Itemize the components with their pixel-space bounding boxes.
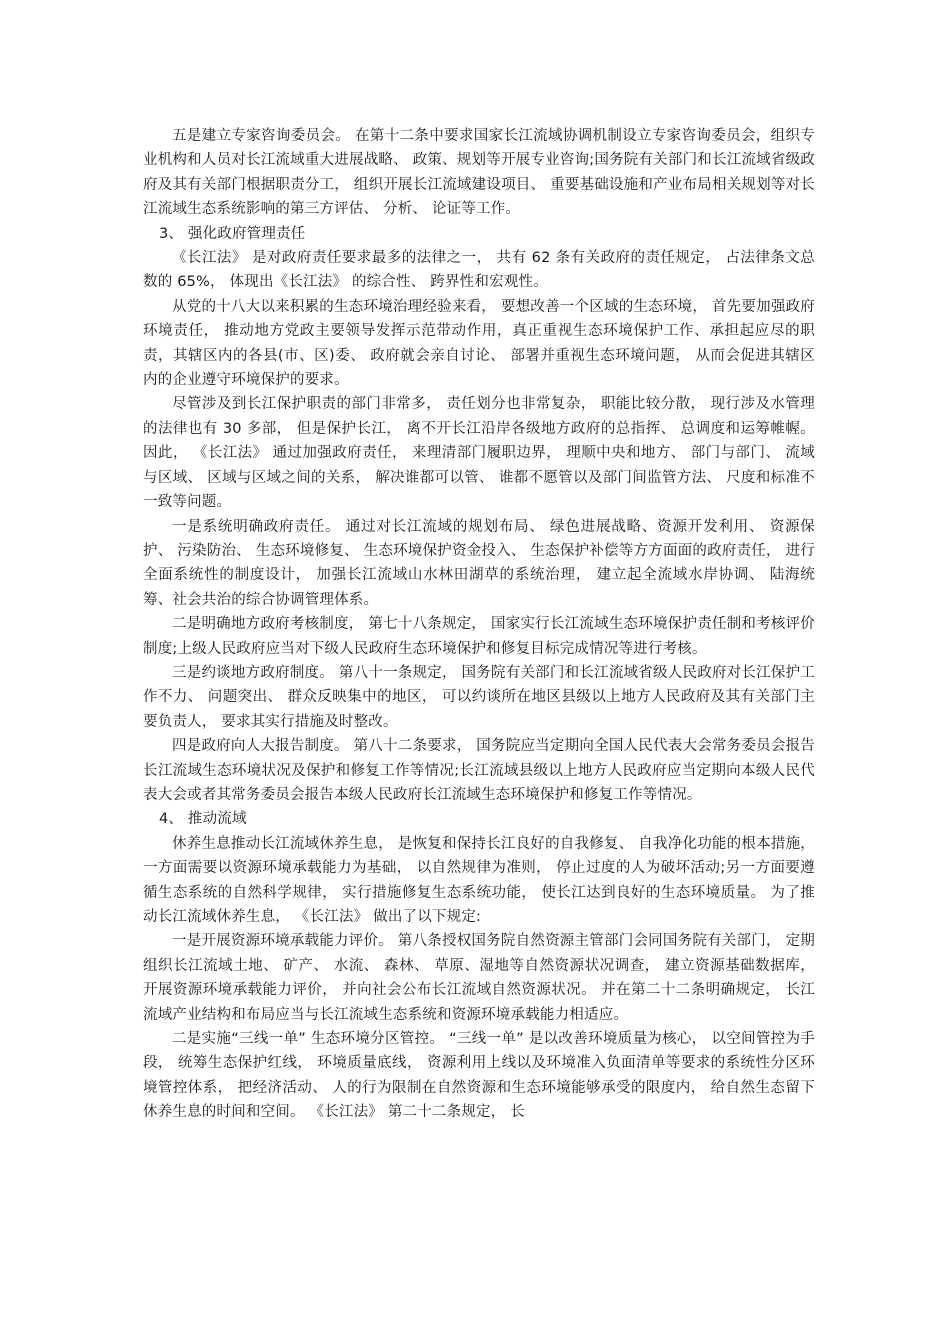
paragraph-capacity-evaluation: 一是开展资源环境承载能力评价。 第八条授权国务院自然资源主管部门会同国务院有关部门， 定期组织长江流域土地、 矿产、 水流、 森林、 草原、湿地等自然资源状况调查， 建立资源基础数据库， 开展资源环境承载能力评价， 并向社会公布长江流域自然资源状况。 并在第二十二条明确规定， 长江流域产业结构和布局应当与长江流域生态系统和资源环境承载能力相适应。: [143, 933, 815, 1023]
paragraph-system-responsibility: 一是系统明确政府责任。 通过对长江流域的规划布局、 绿色进展战略、资源开发利用、 资源保护、 污染防治、 生态环境修复、 生态环境保护资金投入、 生态保护补偿等方方面面的政府责任， 进行全面系统性的制度设计， 加强长江流域山水林田湖草的系统治理， 建立起全流域水岸协调、 陆海统筹、社会共治的综合协调管理体系。: [143, 518, 815, 608]
section-heading-3: 3、 强化政府管理责任: [158, 225, 306, 242]
paragraph-assessment-system: 二是明确地方政府考核制度， 第七十八条规定， 国家实行长江流域生态环境保护责任制和考核评价制度;上级人民政府应当对下级人民政府生态环境保护和修复目标完成情况等进行考核。: [143, 616, 815, 657]
paragraph-department-duties: 尽管涉及到长江保护职责的部门非常多， 责任划分也非常复杂， 职能比较分散， 现行涉及水管理的法律也有 30 多部， 但是保护长江， 离不开长江沿岸各级地方政府的总指挥、 总调度和运筹帷幄。 因此， 《长江法》 通过加强政府责任， 来理清部门履职边界， 理顺中央和地方、 部门与部门、 流域与区域、 区域与区域之间的关系， 解决谁都可以管、 谁都不愿管以及部门间监管方法、 尺度和标准不一致等问题。: [143, 396, 815, 511]
paragraph-recuperation: 休养生息推动长江流域休养生息， 是恢复和保持长江良好的自我修复、 自我净化功能的根本措施， 一方面需要以资源环境承载能力为基础， 以自然规律为准则， 停止过度的人为破坏活动;另一方面要遵循生态系统的自然科学规律， 实行措施修复生态系统功能， 使长江达到良好的生态环境质量。 为了推动长江流域休养生息， 《长江法》 做出了以下规定:: [143, 835, 815, 925]
paragraph-governance-experience: 从党的十八大以来积累的生态环境治理经验来看， 要想改善一个区域的生态环境， 首先要加强政府环境责任， 推动地方党政主要领导发挥示范带动作用，真正重视生态环境保护工作、承担起应尽的职责，其辖区内的各县(市、区)委、 政府就会亲自讨论、 部署并重视生态环境问题， 从而会促进其辖区内的企业遵守环境保护的要求。: [143, 298, 815, 389]
document-body: [143, 124, 815, 1125]
paragraph-expert-committee: 五是建立专家咨询委员会。 在第十二条中要求国家长江流域协调机制设立专家咨询委员会，组织专业机构和人员对长江流域重大进展战略、 政策、规划等开展专业咨询;国务院有关部门和长江流域省级政府及其有关部门根据职责分工， 组织开展长江流域建设项目、 重要基础设施和产业布局相关规划等对长江流域生态系统影响的第三方评估、 分析、 论证等工作。: [143, 128, 815, 218]
paragraph-report-system: 四是政府向人大报告制度。 第八十二条要求， 国务院应当定期向全国人民代表大会常务委员会报告长江流域生态环境状况及保护和修复工作等情况;长江流域县级以上地方人民政府应当定期向本级人民代表大会或者其常务委员会报告本级人民政府长江流域生态环境保护和修复工作等情况。: [143, 738, 815, 803]
paragraph-interview-system: 三是约谈地方政府制度。 第八十一条规定， 国务院有关部门和长江流域省级人民政府对长江保护工作不力、 问题突出、 群众反映集中的地区， 可以约谈所在地区县级以上地方人民政府及其有关部门主要负责人， 要求其实行措施及时整改。: [143, 664, 815, 730]
paragraph-three-lines-one-list: 二是实施“三线一单” 生态环境分区管控。 “三线一单” 是以改善环境质量为核心， 以空间管控为手段， 统筹生态保护红线， 环境质量底线， 资源利用上线以及环境准入负面清单等要求的系统性分区环境管控体系， 把经济活动、 人的行为限制在自然资源和生态环境能够承受的限度内， 给自然生态留下休养生息的时间和空间。 《长江法》 第二十二条规定， 长: [143, 1031, 815, 1121]
paragraph-government-responsibility: 《长江法》 是对政府责任要求最多的法律之一， 共有 62 条有关政府的责任规定， 占法律条文总数的 65%， 体现出《长江法》 的综合性、 跨界性和宏观性。: [143, 250, 815, 291]
section-heading-4: 4、 推动流域: [158, 811, 247, 828]
